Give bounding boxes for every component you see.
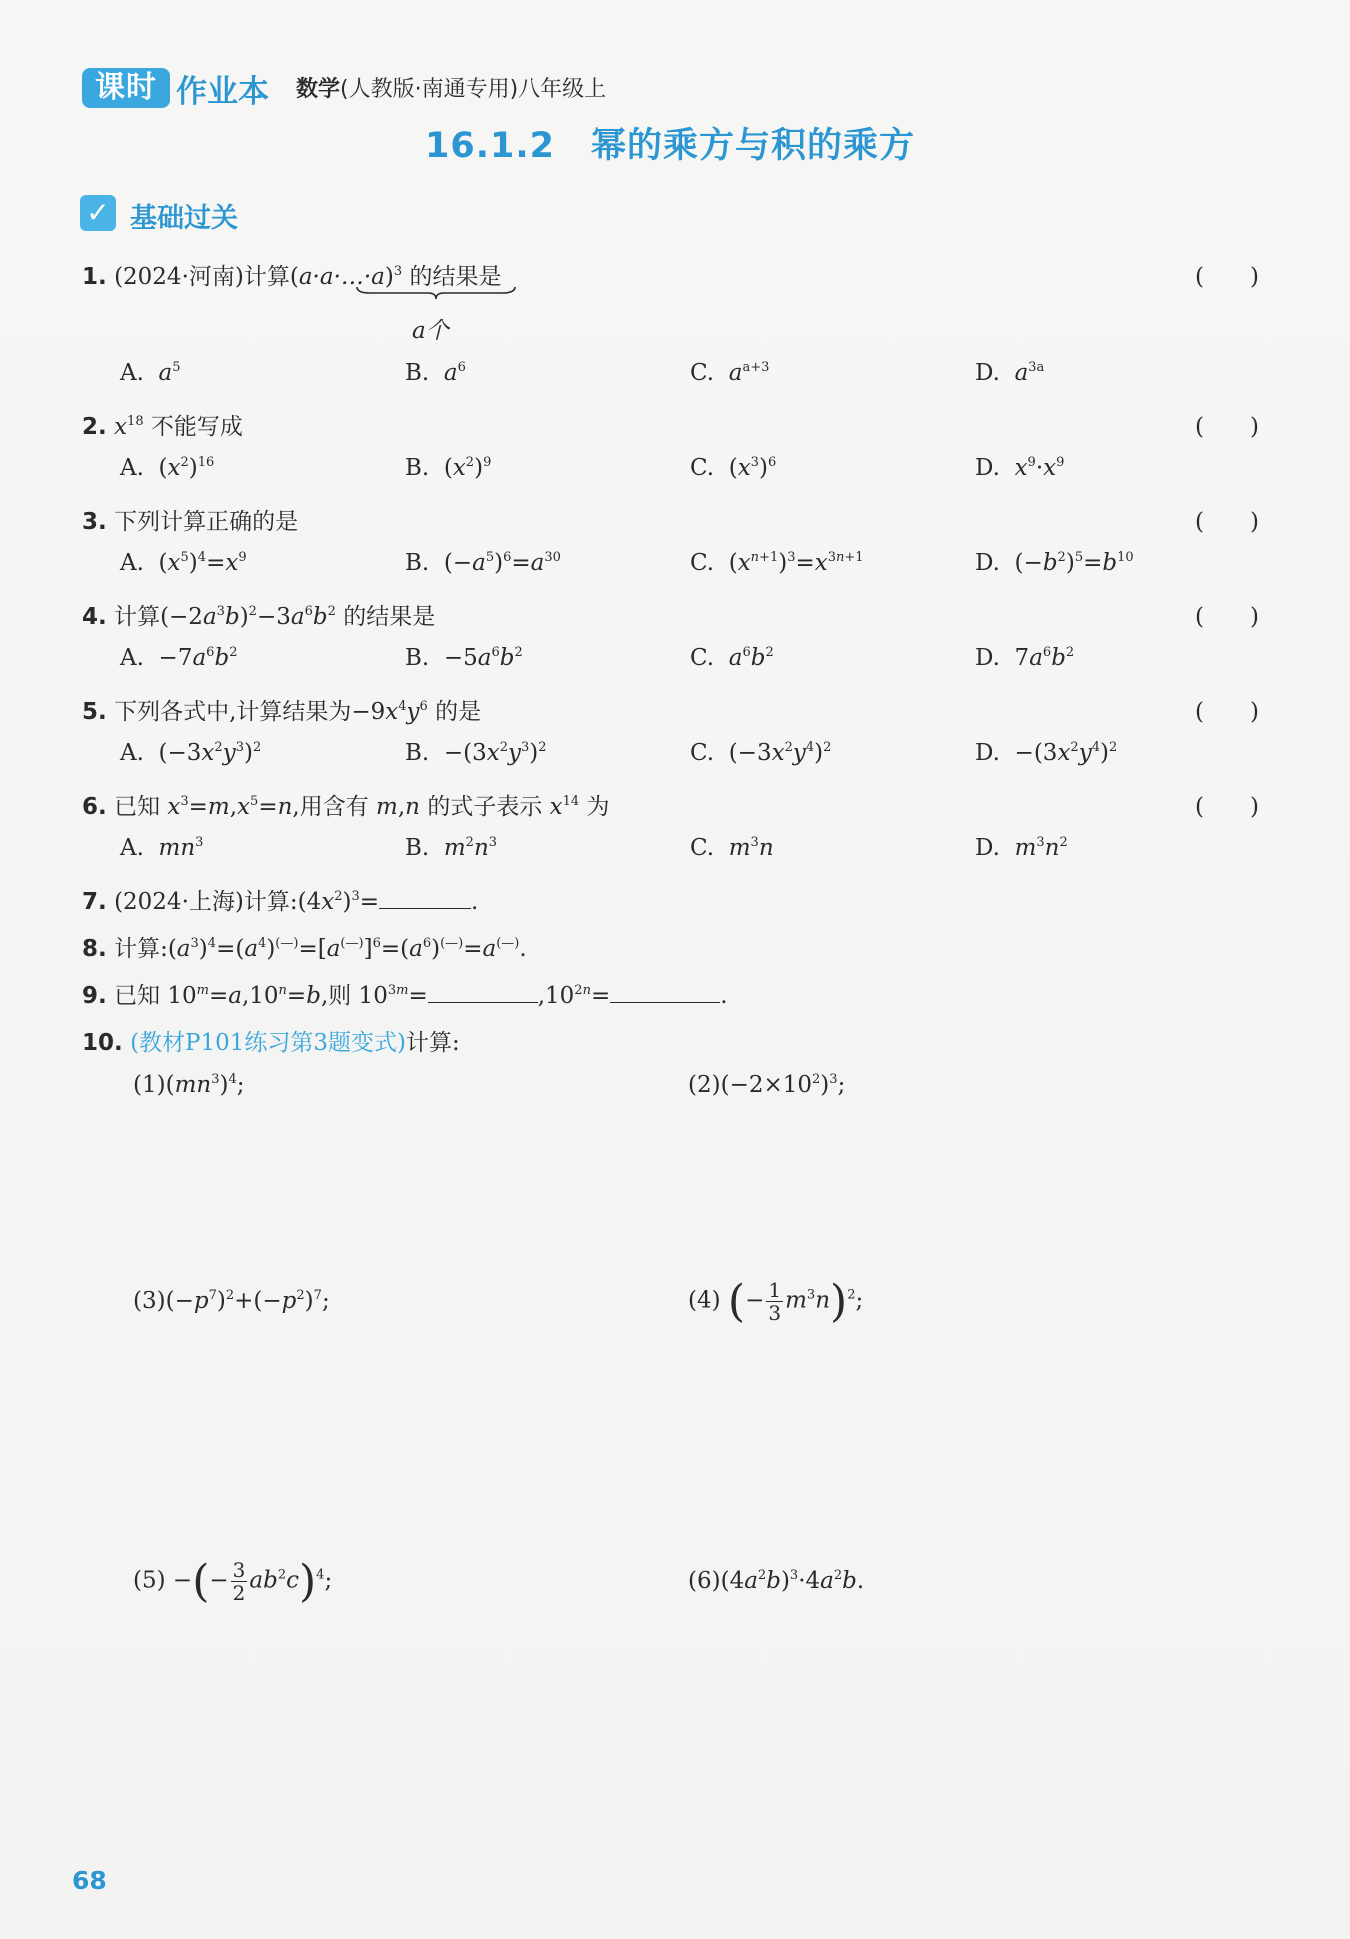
q6-option-d[interactable]: D. $m^3n^2$ xyxy=(975,835,1068,861)
q10-part-5: (5) −(− $\frac{3}{2}$ $ab^2c)^4$; xyxy=(133,1556,333,1607)
fraction-one-third: $\frac{1}{3}$ xyxy=(768,1278,782,1325)
q7-blank[interactable] xyxy=(379,892,471,909)
q5-stem-end: 的是 xyxy=(435,699,482,725)
q7-stem: (2024·上海)计算: xyxy=(114,889,298,915)
q2-option-b[interactable]: B. $(x^2)^9$ xyxy=(405,455,492,481)
subject-line xyxy=(296,72,606,103)
q6-answer-paren: ( ) xyxy=(1195,794,1259,820)
q10-part-4: (4) (− $\frac{1}{3}$ $m^3n)^2$; xyxy=(688,1276,864,1327)
q6-stem-mid: ,用含有 xyxy=(292,794,369,820)
q3-number: 3. xyxy=(82,509,107,535)
q1-option-b[interactable] xyxy=(405,360,466,386)
q1-source: (2024·河南)计算( xyxy=(114,264,299,290)
section-title: 16.1.2 幂的乘方与积的乘方 xyxy=(425,126,916,166)
q1-brace-text: a个 xyxy=(412,318,449,344)
question-6: 6. 已知 $x^3=m,x^5=n$,用含有 m,n 的式子表示 $x^{14}$ 为 xyxy=(82,794,610,820)
q10-p3-label: (3) xyxy=(133,1288,166,1314)
question-1: 1. (2024·河南)计算(a·a·…·a)$^3$ 的结果是 xyxy=(82,264,502,290)
q10-p5-label: (5) xyxy=(133,1567,166,1594)
q6-number: 6. xyxy=(82,794,107,820)
q1-d-base: a xyxy=(1014,360,1029,386)
q3-answer-paren: ( ) xyxy=(1195,509,1259,535)
q1-a-label: A. xyxy=(120,360,144,386)
q10-part-3: $(3)(-p^7)^2+(-p^2)^7$; xyxy=(133,1288,330,1314)
q5-option-d[interactable]: D. $-(3x^2y^4)^2$ xyxy=(975,740,1118,766)
question-10 xyxy=(82,1024,460,1057)
q2-stem: 不能写成 xyxy=(150,414,243,440)
q2-option-a[interactable]: A. $(x^2)^{16}$ xyxy=(120,455,215,481)
q1-d-exp: 3a xyxy=(1028,360,1045,375)
q1-stem-end: 的结果是 xyxy=(409,264,502,290)
q5-number: 5. xyxy=(82,699,107,725)
q6-option-c[interactable]: C. $m^3n$ xyxy=(690,835,774,861)
q10-part-6: $(6)(4a^2b)^3\cdot 4a^2b$. xyxy=(688,1568,865,1594)
q4-stem-start: 计算 xyxy=(114,604,161,630)
q10-p1-label: (1) xyxy=(133,1072,166,1098)
q2-number: 2. xyxy=(82,414,107,440)
question-9: 9. 已知 $10^m=a,10^n=b$,则 $10^{3m}= ,10^{2n}=$ . xyxy=(82,983,728,1009)
q6-stem-start: 已知 xyxy=(114,794,161,820)
q6-stem-tail: 为 xyxy=(586,794,610,820)
q10-source: (教材P101练习第3题变式) xyxy=(130,1030,407,1056)
q1-b-base: a xyxy=(443,360,458,386)
q8-number: 8. xyxy=(82,936,107,962)
q3-option-d[interactable]: D. $(-b^2)^5=b^{10}$ xyxy=(975,550,1134,576)
subject-rest: (人教版·南通专用)八年级上 xyxy=(340,77,607,102)
q10-p2-label: (2) xyxy=(688,1072,721,1098)
q5-option-c[interactable]: C. $(-3x^2y^4)^2$ xyxy=(690,740,832,766)
question-3 xyxy=(82,503,298,536)
q10-p6-label: (6) xyxy=(688,1568,721,1594)
q1-option-c[interactable] xyxy=(690,360,769,386)
question-4: 4. 计算$(-2a^3b)^2-3a^6b^2$ 的结果是 xyxy=(82,604,436,630)
q1-option-a[interactable] xyxy=(120,360,181,386)
q3-option-c[interactable]: C. $(x^{n+1})^3=x^{3n+1}$ xyxy=(690,550,864,576)
page-number: 68 xyxy=(72,1866,107,1895)
q4-number: 4. xyxy=(82,604,107,630)
q9-number: 9. xyxy=(82,983,107,1009)
q9-stem-start: 已知 xyxy=(114,983,161,1009)
fraction-three-halves: $\frac{3}{2}$ xyxy=(232,1558,246,1605)
q10-part-2: $(2)(-2\times 10^2)^3$; xyxy=(688,1072,846,1098)
subject-bold: 数学 xyxy=(296,77,341,102)
q3-stem: 下列计算正确的是 xyxy=(114,509,299,535)
q5-option-b[interactable]: B. $-(3x^2y^3)^2$ xyxy=(405,740,547,766)
q4-stem-end: 的结果是 xyxy=(343,604,436,630)
checkbox-icon: ✓ xyxy=(80,195,116,231)
q1-exp: 3 xyxy=(393,264,403,279)
q2-answer-paren: ( ) xyxy=(1195,414,1259,440)
q4-option-a[interactable]: A. $-7a^6b^2$ xyxy=(120,645,238,671)
q1-c-label: C. xyxy=(690,360,715,386)
q4-option-d[interactable]: D. $7a^6b^2$ xyxy=(975,645,1075,671)
q2-option-d[interactable]: D. $x^9\cdot x^9$ xyxy=(975,455,1065,481)
q9-blank-1[interactable] xyxy=(428,986,538,1003)
q5-answer-paren: ( ) xyxy=(1195,699,1259,725)
q2-option-c[interactable]: C. $(x^3)^6$ xyxy=(690,455,777,481)
q9-stem-mid: ,则 xyxy=(320,983,352,1009)
q1-brace-label xyxy=(412,312,449,345)
q5-option-a[interactable]: A. $(-3x^2y^3)^2$ xyxy=(120,740,262,766)
q3-option-b[interactable]: B. $(-a^5)^6=a^{30}$ xyxy=(405,550,561,576)
question-5: 5. 下列各式中,计算结果为$-9x^4y^6$ 的是 xyxy=(82,699,482,725)
q1-b-exp: 6 xyxy=(457,360,466,375)
q1-number: 1. xyxy=(82,264,107,290)
q1-product: a·a·…·a xyxy=(298,264,385,290)
q6-stem-end: 的式子表示 xyxy=(427,794,543,820)
question-7: 7. (2024·上海)计算$:(4x^2)^3=$ . xyxy=(82,889,479,915)
q5-stem-start: 下列各式中,计算结果为 xyxy=(114,699,352,725)
q10-p4-label: (4) xyxy=(688,1287,721,1314)
q10-stem: 计算: xyxy=(406,1030,460,1056)
q4-option-b[interactable]: B. $-5a^6b^2$ xyxy=(405,645,523,671)
q9-blank-2[interactable] xyxy=(610,986,720,1003)
logo: 课时 xyxy=(82,68,170,108)
q6-option-a[interactable]: A. $mn^3$ xyxy=(120,835,204,861)
q10-part-1: $(1)(mn^3)^4$; xyxy=(133,1072,245,1098)
q6-option-b[interactable]: B. $m^2n^3$ xyxy=(405,835,498,861)
q1-c-exp: a+3 xyxy=(742,360,770,375)
q1-a-base: a xyxy=(158,360,173,386)
brand-name: 作业本 xyxy=(176,74,269,110)
q1-d-label: D. xyxy=(975,360,1000,386)
q7-number: 7. xyxy=(82,889,107,915)
q10-number: 10. xyxy=(82,1030,123,1056)
q1-b-label: B. xyxy=(405,360,430,386)
question-8: 8. 计算$:(a^3)^4=(a^4)^{(—)}=[a^{(—)}]^6=(a^6)^{(—)}=a^{(—)}$. xyxy=(82,936,527,962)
q8-stem: 计算: xyxy=(114,936,168,962)
basics-label: 基础过关 xyxy=(130,203,238,234)
q1-underbrace xyxy=(356,286,516,300)
q1-c-base: a xyxy=(728,360,743,386)
q3-option-a[interactable]: A. $(x^5)^4=x^9$ xyxy=(120,550,247,576)
q1-option-d[interactable] xyxy=(975,360,1044,386)
q4-option-c[interactable]: C. $a^6b^2$ xyxy=(690,645,774,671)
q1-a-exp: 5 xyxy=(172,360,181,375)
question-2: 2. $x^{18}$ 不能写成 xyxy=(82,414,243,440)
q1-answer-paren: ( ) xyxy=(1195,264,1259,290)
q4-answer-paren: ( ) xyxy=(1195,604,1259,630)
